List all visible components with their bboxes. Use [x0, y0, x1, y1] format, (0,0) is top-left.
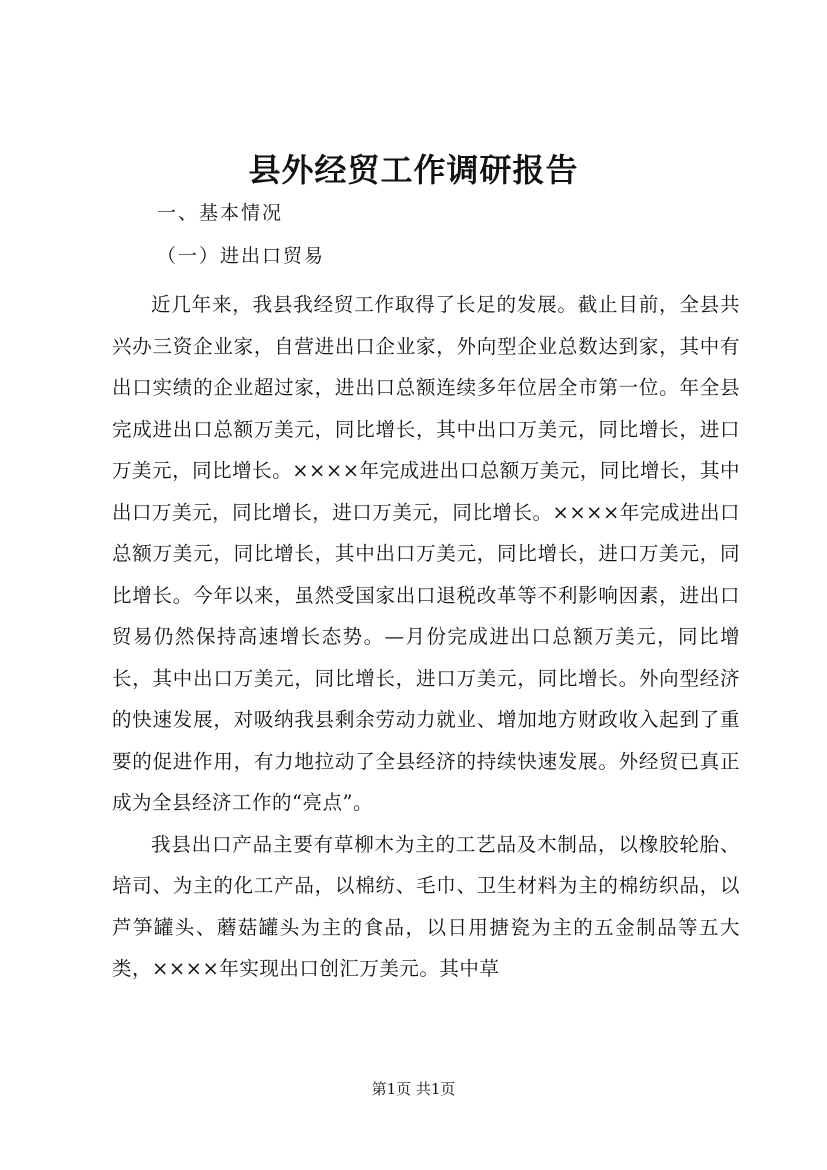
paragraph-trade-overview: 近几年来，我县我经贸工作取得了长足的发展。截止目前，全县共兴办三资企业家，自营进出口企业家，外向型企业总数达到家，其中有出口实绩的企业超过家，进出口总额连续多年位居全市第一位。年全县完成进出口总额万美元，同比增长，其中出口万美元，同比增长，进口万美元，同比增长。××××年完成进出口总额万美元，同比增长，其中出口万美元，同比增长，进口万美元，同比增长。××××年完成进出口总额万美元，同比增长，其中出口万美元，同比增长，进口万美元，同比增长。今年以来，虽然受国家出口退税改革等不利影响因素，进出口贸易仍然保持高速增长态势。—月份完成进出口总额万美元，同比增长，其中出口万美元，同比增长，进口万美元，同比增长。外向型经济的快速发展，对吸纳我县剩余劳动力就业、增加地方财政收入起到了重要的促进作用，有力地拉动了全县经济的持续快速发展。外经贸已真正成为全县经济工作的“亮点”。	[112, 293, 740, 814]
section-heading: 一、基本情况	[157, 202, 284, 224]
document-title: 县外经贸工作调研报告	[248, 151, 579, 189]
page-footer: 第1页 共1页	[371, 1080, 456, 1098]
document-body	[112, 284, 740, 990]
paragraph-export-products: 我县出口产品主要有草柳木为主的工艺品及木制品，以橡胶轮胎、培司、为主的化工产品，以棉纺、毛巾、卫生材料为主的棉纺织品，以芦笋罐头、蘑菇罐头为主的食品，以日用搪瓷为主的五金制品等五大类，××××年实现出口创汇万美元。其中草	[112, 832, 740, 980]
subsection-heading: （一）进出口贸易	[157, 245, 326, 267]
